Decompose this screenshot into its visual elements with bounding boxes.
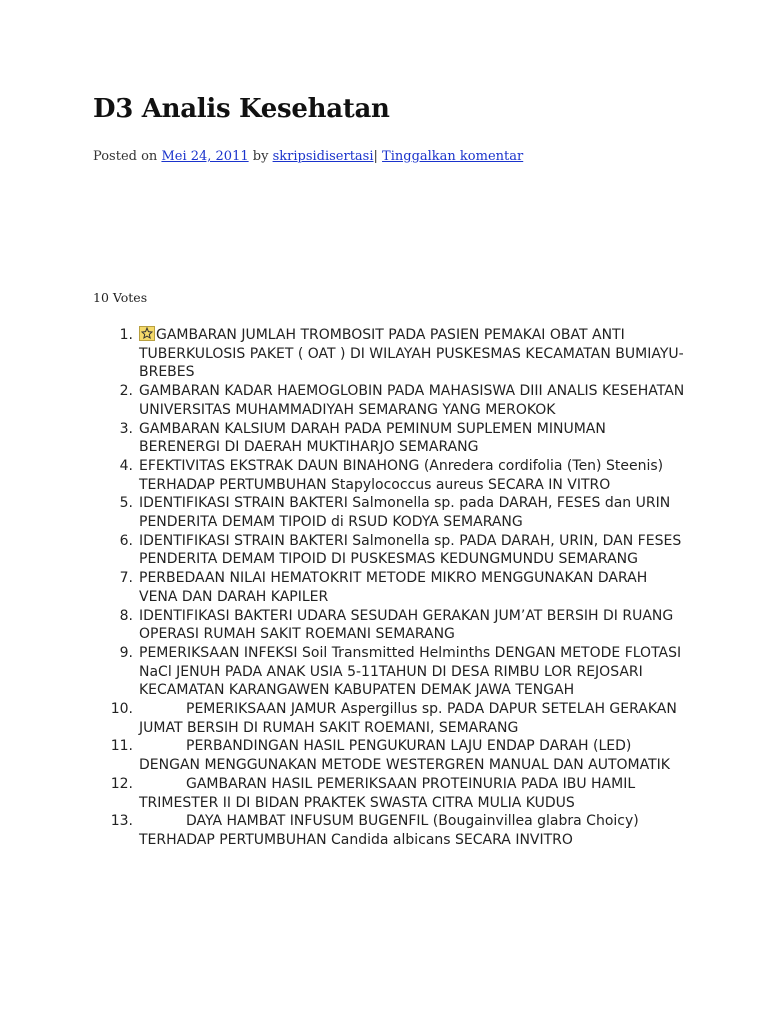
list-item-number: 10. bbox=[110, 701, 133, 718]
list-item bbox=[0, 420, 690, 457]
list-item-number: 1. bbox=[119, 327, 133, 343]
meta-separator: | bbox=[373, 149, 378, 164]
list-item bbox=[0, 700, 690, 737]
thesis-title-list bbox=[0, 326, 690, 850]
list-item-number: 2. bbox=[119, 383, 133, 400]
posted-on-label: Posted on bbox=[93, 149, 158, 164]
list-item-text: PEMERIKSAAN JAMUR Aspergillus sp. PADA DAPUR SETELAH GERAKAN JUMAT BERSIH DI RUMAH SAKIT ROEMANI, SEMARANG bbox=[139, 701, 677, 736]
list-item-text: GAMBARAN KADAR HAEMOGLOBIN PADA MAHASISWA DIII ANALIS KESEHATAN UNIVERSITAS MUHAMMADIYAH SEMARANG YANG MEROKOK bbox=[139, 383, 685, 418]
list-item-text: DAYA HAMBAT INFUSUM BUGENFIL (Bougainvillea glabra Choicy) TERHADAP PERTUMBUHAN Candida albicans SECARA INVITRO bbox=[139, 813, 639, 848]
list-item-number: 8. bbox=[119, 607, 133, 624]
list-item bbox=[0, 457, 690, 494]
list-item-number: 11. bbox=[110, 738, 133, 755]
list-item-text: PERBANDINGAN HASIL PENGUKURAN LAJU ENDAP DARAH (LED) DENGAN MENGGUNAKAN METODE WESTERGREN MANUAL DAN AUTOMATIK bbox=[139, 738, 670, 774]
author-link[interactable]: skripsidisertasi bbox=[272, 149, 374, 164]
list-item-text: IDENTIFIKASI STRAIN BAKTERI Salmonella sp. pada DARAH, FESES dan URIN PENDERITA DEMAM TIPOID di RSUD KODYA SEMARANG bbox=[139, 495, 671, 531]
rating-star-icon[interactable] bbox=[139, 326, 155, 341]
list-item bbox=[0, 382, 690, 419]
list-item bbox=[0, 644, 690, 700]
list-item-number: 7. bbox=[119, 570, 133, 587]
list-item bbox=[0, 775, 690, 812]
list-item-number: 3. bbox=[119, 420, 133, 437]
vote-count: 10 Votes bbox=[93, 290, 148, 305]
list-item bbox=[0, 607, 690, 644]
list-item bbox=[0, 812, 690, 849]
list-item-text: PERBEDAAN NILAI HEMATOKRIT METODE MIKRO MENGGUNAKAN DARAH VENA DAN DARAH KAPILER bbox=[139, 570, 648, 605]
by-label: by bbox=[252, 149, 269, 164]
leave-comment-link[interactable]: Tinggalkan komentar bbox=[382, 149, 524, 164]
list-item-number: 13. bbox=[110, 813, 133, 830]
list-item bbox=[0, 569, 690, 606]
list-item-text: GAMBARAN KALSIUM DARAH PADA PEMINUM SUPLEMEN MINUMAN BERENERGI DI DAERAH MUKTIHARJO SEMARANG bbox=[139, 420, 606, 456]
list-item bbox=[0, 326, 690, 382]
post-meta bbox=[93, 149, 523, 164]
list-item-number: 9. bbox=[119, 644, 133, 661]
list-item-number: 4. bbox=[119, 457, 133, 474]
page-title: D3 Analis Kesehatan bbox=[93, 94, 390, 124]
list-item bbox=[0, 737, 690, 774]
list-item-text: IDENTIFIKASI BAKTERI UDARA SESUDAH GERAKAN JUM’AT BERSIH DI RUANG OPERASI RUMAH SAKIT ROEMANI SEMARANG bbox=[139, 607, 674, 643]
list-item-text: GAMBARAN JUMLAH TROMBOSIT PADA PASIEN PEMAKAI OBAT ANTI TUBERKULOSIS PAKET ( OAT ) DI WILAYAH PUSKESMAS KECAMATAN BUMIAYU-BREBES bbox=[139, 327, 684, 381]
list-item-text: IDENTIFIKASI STRAIN BAKTERI Salmonella sp. PADA DARAH, URIN, DAN FESES PENDERITA DEMAM TIPOID DI PUSKESMAS KEDUNGMUNDU SEMARANG bbox=[139, 532, 682, 568]
list-item-number: 12. bbox=[110, 775, 133, 792]
list-item-text: GAMBARAN HASIL PEMERIKSAAN PROTEINURIA PADA IBU HAMIL TRIMESTER II DI BIDAN PRAKTEK SWASTA CITRA MULIA KUDUS bbox=[139, 775, 636, 811]
list-item-text: PEMERIKSAAN INFEKSI Soil Transmitted Helminths DENGAN METODE FLOTASI NaCl JENUH PADA ANAK USIA 5-11TAHUN DI DESA RIMBU LOR REJOSARI KECAMATAN KARANGAWEN KABUPATEN DEMAK JAWA TENGAH bbox=[139, 644, 682, 699]
list-item-number: 6. bbox=[119, 532, 133, 549]
post-date-link[interactable]: Mei 24, 2011 bbox=[161, 149, 249, 164]
list-item bbox=[0, 532, 690, 569]
list-item-text: EFEKTIVITAS EKSTRAK DAUN BINAHONG (Anredera cordifolia (Ten) Steenis) TERHADAP PERTUMBUHAN Stapylococcus aureus SECARA IN VITRO bbox=[139, 457, 664, 493]
list-item bbox=[0, 494, 690, 531]
list-item-number: 5. bbox=[119, 495, 133, 512]
